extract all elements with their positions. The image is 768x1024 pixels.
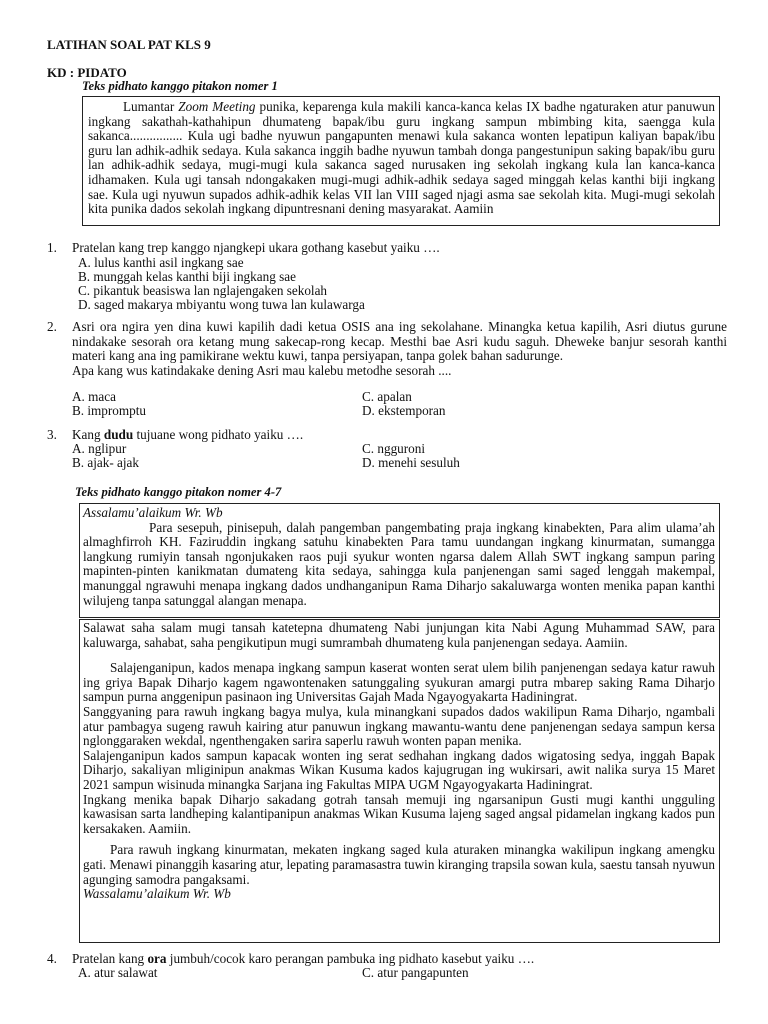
text-caption-2: Teks pidhato kanggo pitakon nomer 4-7 xyxy=(75,485,282,499)
q3-option-c: C. ngguroni xyxy=(362,441,426,456)
q1-option-b: B. munggah kelas kanthi biji ingkang sae xyxy=(78,269,296,284)
question-stem: Pratelan kang trep kanggo njangkepi ukara gothang kasebut yaiku …. xyxy=(72,240,440,255)
q2-option-b: B. impromptu xyxy=(72,403,146,418)
question-stem: Asri ora ngira yen dina kuwi kapilih dadi ketua OSIS ana ing sekolahane. Minangka ketua kapilih, Asri diutus gurune nindakake sesorah ora ketang mung sakecap-rong kecap. Mesthi bae Asri kudu saguh. Dheweke banjur sesorah kanthi materi kang ana ing pamikirane wektu kuwi, tanpa persiyapan, tanpa golek bahan sadurunge. xyxy=(72,319,727,364)
question-2 xyxy=(47,320,727,378)
question-stem-2: Apa kang wus katindakake dening Asri mau kalebu metodhe sesorah .... xyxy=(72,362,452,378)
emphasis-word: ora xyxy=(147,951,167,966)
speech-text-box-1 xyxy=(82,96,720,226)
zoom-meeting-term: Zoom Meeting xyxy=(178,99,256,114)
page-title: LATIHAN SOAL PAT KLS 9 xyxy=(47,37,211,52)
q3-option-d: D. menehi sesuluh xyxy=(362,455,460,470)
speech-paragraph: Lumantar Zoom Meeting punika, keparenga kula makili kanca-kanca kelas IX badhe ngaturaken atur panuwun ingkang sakathah-kathahipun dhumateng bapak/ibu guru ingkang sampun mbimbing kita, saengga kula sakanca................ Kula ugi badhe nyuwun pangapunten menawi kula sakanca wonten lepatipun kaliyan bapak/ibu guru lan adhik-adhik sedaya. Kula sakanca inggih badhe nyuwun tambah donga pangestunipun saking bapak/ibu guru lan adhik-adhik sedaya, mugi-mugi kula sakanca saged nurusaken ing sekolah ingkang kula lan kanca-kanca idhamaken. Kula ugi tansah ndongakaken mugi-mugi adhik-adhik sedaya saged minggah kelas kanthi biji ingkang sae. Kula ugi nyuwun supados adhik-adhik kelas VII lan VIII saged njagi asma sae sekolah kita. Mugi-mugi sekolah kita punika dados sekolah ingkang dipuntresnani dening masyarakat. Aamiin xyxy=(88,99,715,217)
q1-option-c: C. pikantuk beasiswa lan nglajengaken sekolah xyxy=(78,283,328,298)
speech-paragraph: Sanggyaning para rawuh ingkang bagya mulya, kula minangkani supados dados wakilipun Rama Diharjo, ngambali atur pambagya sugeng rawuh kairing atur panuwun ingkang mawantu-wantu dene panjenengan sedaya sampun kersa nglonggaraken wekdal, ngenthengaken sarira saperlu rawuh wonten papan menika. xyxy=(83,703,715,749)
speech-text-box-2 xyxy=(79,503,720,618)
speech-paragraph: Salajenganipun kados sampun kapacak wonten ing serat sedhahan ingkang dados wigatosing sedya, inggah Bapak Diharjo, sakaliyan mliginipun anakmas Wikan Kusuma kados kajugrugan ing wukirsari, awit nalika surya 15 Maret 2021 sampun wisinuda minangka Sarjana ing Fakultas MIPA UGM Ngayogyakarta Hadiningrat. xyxy=(83,747,715,792)
kd-label: KD : PIDATO xyxy=(47,65,127,80)
speech-paragraph: Para sesepuh, pinisepuh, dalah pangemban pangembating praja ingkang kinabekten, Para alim ulama’ah almaghfirroh KH. Faziruddin ingkang satuhu kinabekten Para tamu uundangan ingkang kinurmatan, sumangga langkung rumiyin tansah ngonjukaken raos puji syukur wonten ngarsa dalem Allah SWT ingkang sampun paring mapinten-pinten kanikmatan dumateng kita sedaya, sahingga kula panjenengan sami saged lenggah makempal, manunggal ngrawuhi menapa ingkang dados undhanganipun Rama Diharjo sakaluwarga wonten menika papan kanthi wilujeng tanpa satunggal alangan menapa. xyxy=(83,519,715,608)
q4-option-a: A. atur salawat xyxy=(78,965,158,980)
q3-option-b: B. ajak- ajak xyxy=(72,455,140,470)
question-number: 1. xyxy=(47,240,57,255)
question-stem: Pratelan kang ora jumbuh/cocok karo perangan pambuka ing pidhato kasebut yaiku …. xyxy=(72,951,535,966)
q2-option-c: C. apalan xyxy=(362,389,412,404)
question-1 xyxy=(47,241,727,256)
speech-paragraph: Salajenganipun, kados menapa ingkang sampun kaserat wonten serat ulem bilih panjenengan sedaya katur rawuh ing griya Bapak Diharjo kagem ngawontenaken satunggaling syukuran amargi putra mbarep saking Rama Diharjo sampun purna anggenipun pasinaon ing Universitas Gajah Mada Ngayogyakarta Hadiningrat. xyxy=(83,660,715,705)
text-caption-1: Teks pidhato kanggo pitakon nomer 1 xyxy=(82,79,278,93)
q1-option-d: D. saged makarya mbiyantu wong tuwa lan kulawarga xyxy=(78,297,365,312)
speech-paragraph: Salawat saha salam mugi tansah katetepna dhumateng Nabi junjungan kita Nabi Agung Muhammad SAW, para kaluwarga, sahabat, saha pengikutipun mugi sumrambah dhumateng kula panjenengan sedaya. Aamiin. xyxy=(83,620,715,650)
q2-option-a: A. maca xyxy=(72,389,116,404)
speech-paragraph: Para rawuh ingkang kinurmatan, mekaten ingkang saged kula aturaken minangka wakilipun ingkang amengku gati. Menawi pinanggih kasaring atur, lepating paramasastra tuwin kiranging trapsila sowan kula, saestu tansah nyuwun agunging samodra pangaksami. xyxy=(83,842,715,887)
question-stem: Kang dudu tujuane wong pidhato yaiku …. xyxy=(72,427,304,442)
question-number: 3. xyxy=(47,427,57,442)
question-number: 4. xyxy=(47,951,57,966)
q1-option-a: A. lulus kanthi asil ingkang sae xyxy=(78,255,244,270)
question-number: 2. xyxy=(47,319,57,334)
q4-option-c: C. atur pangapunten xyxy=(362,965,469,980)
greeting: Assalamu’alaikum Wr. Wb xyxy=(83,505,223,520)
speech-paragraph: Ingkang menika bapak Diharjo sakadang gotrah tansah memuji ing ngarsanipun Gusti mugi kanthi ungguling kawasisan sarta landheping kalantipanipun anakmas Wikan Kusuma lajeng saged angsal pidamelan ingkang kados pun kersakaken. Aamiin. xyxy=(83,791,715,836)
q2-option-d: D. ekstemporan xyxy=(362,403,446,418)
q3-option-a: A. nglipur xyxy=(72,441,127,456)
speech-text-box-3 xyxy=(79,619,720,943)
closing-greeting: Wassalamu’alaikum Wr. Wb xyxy=(83,886,231,902)
emphasis-word: dudu xyxy=(103,427,134,442)
